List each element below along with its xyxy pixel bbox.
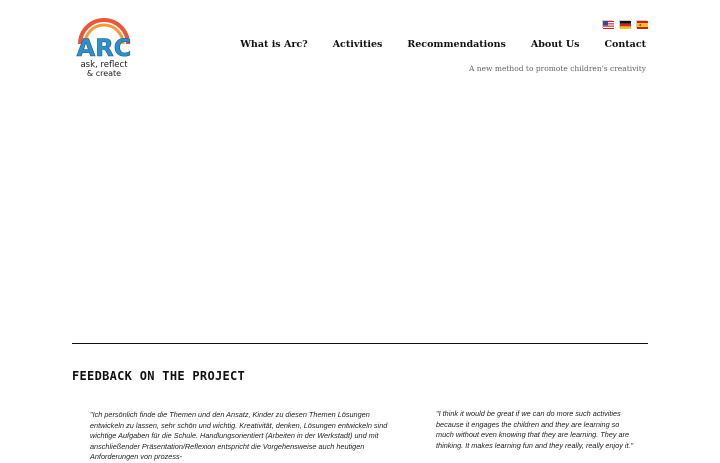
logo-tagline-line1: ask, reflect — [80, 60, 128, 70]
nav-contact[interactable]: Contact — [604, 39, 646, 50]
nav-what-is-arc[interactable]: What is Arc? — [240, 39, 308, 50]
arc-logo-icon — [74, 16, 134, 80]
logo-wordmark: ARC — [76, 34, 132, 62]
arc-logo[interactable] — [74, 16, 134, 80]
header-tagline: A new method to promote children's creativity — [468, 64, 646, 73]
feedback-quote-english: "I think it would be great if we can do more such activities because it engages the children and they are learning so much without even knowing that they are learning. They are thinking. It makes learning fun and they really, really enjoy it." — [436, 409, 634, 450]
nav-recommendations[interactable]: Recommendations — [407, 39, 506, 50]
spanish-flag-icon[interactable] — [636, 20, 647, 28]
german-flag-icon[interactable] — [619, 20, 630, 28]
nav-about-us[interactable]: About Us — [530, 39, 580, 50]
main-navigation — [240, 39, 646, 50]
logo-tagline-line2: & create — [86, 69, 122, 78]
feedback-quote-german: "Ich persönlich finde die Themen und den Ansatz, Kinder zu diesen Themen Lösungen entwickeln zu lassen, sehr schön und wichtig. Kreativität, denken, Lösungen entwickeln sind wichtige Aufgaben für die Schule. Handlungsorientiert (Arbeiten in der Werkstadt) und mit anschließender Präsentation/Reflexion entspricht die Vorgehensweise auch heutigen Anforderungen von prozess- — [90, 410, 388, 461]
nav-activities[interactable]: Activities — [332, 39, 383, 50]
section-divider — [72, 343, 648, 344]
language-switcher — [602, 20, 647, 28]
feedback-section-title: FEEDBACK ON THE PROJECT — [72, 369, 246, 383]
us-flag-icon[interactable] — [602, 20, 613, 28]
